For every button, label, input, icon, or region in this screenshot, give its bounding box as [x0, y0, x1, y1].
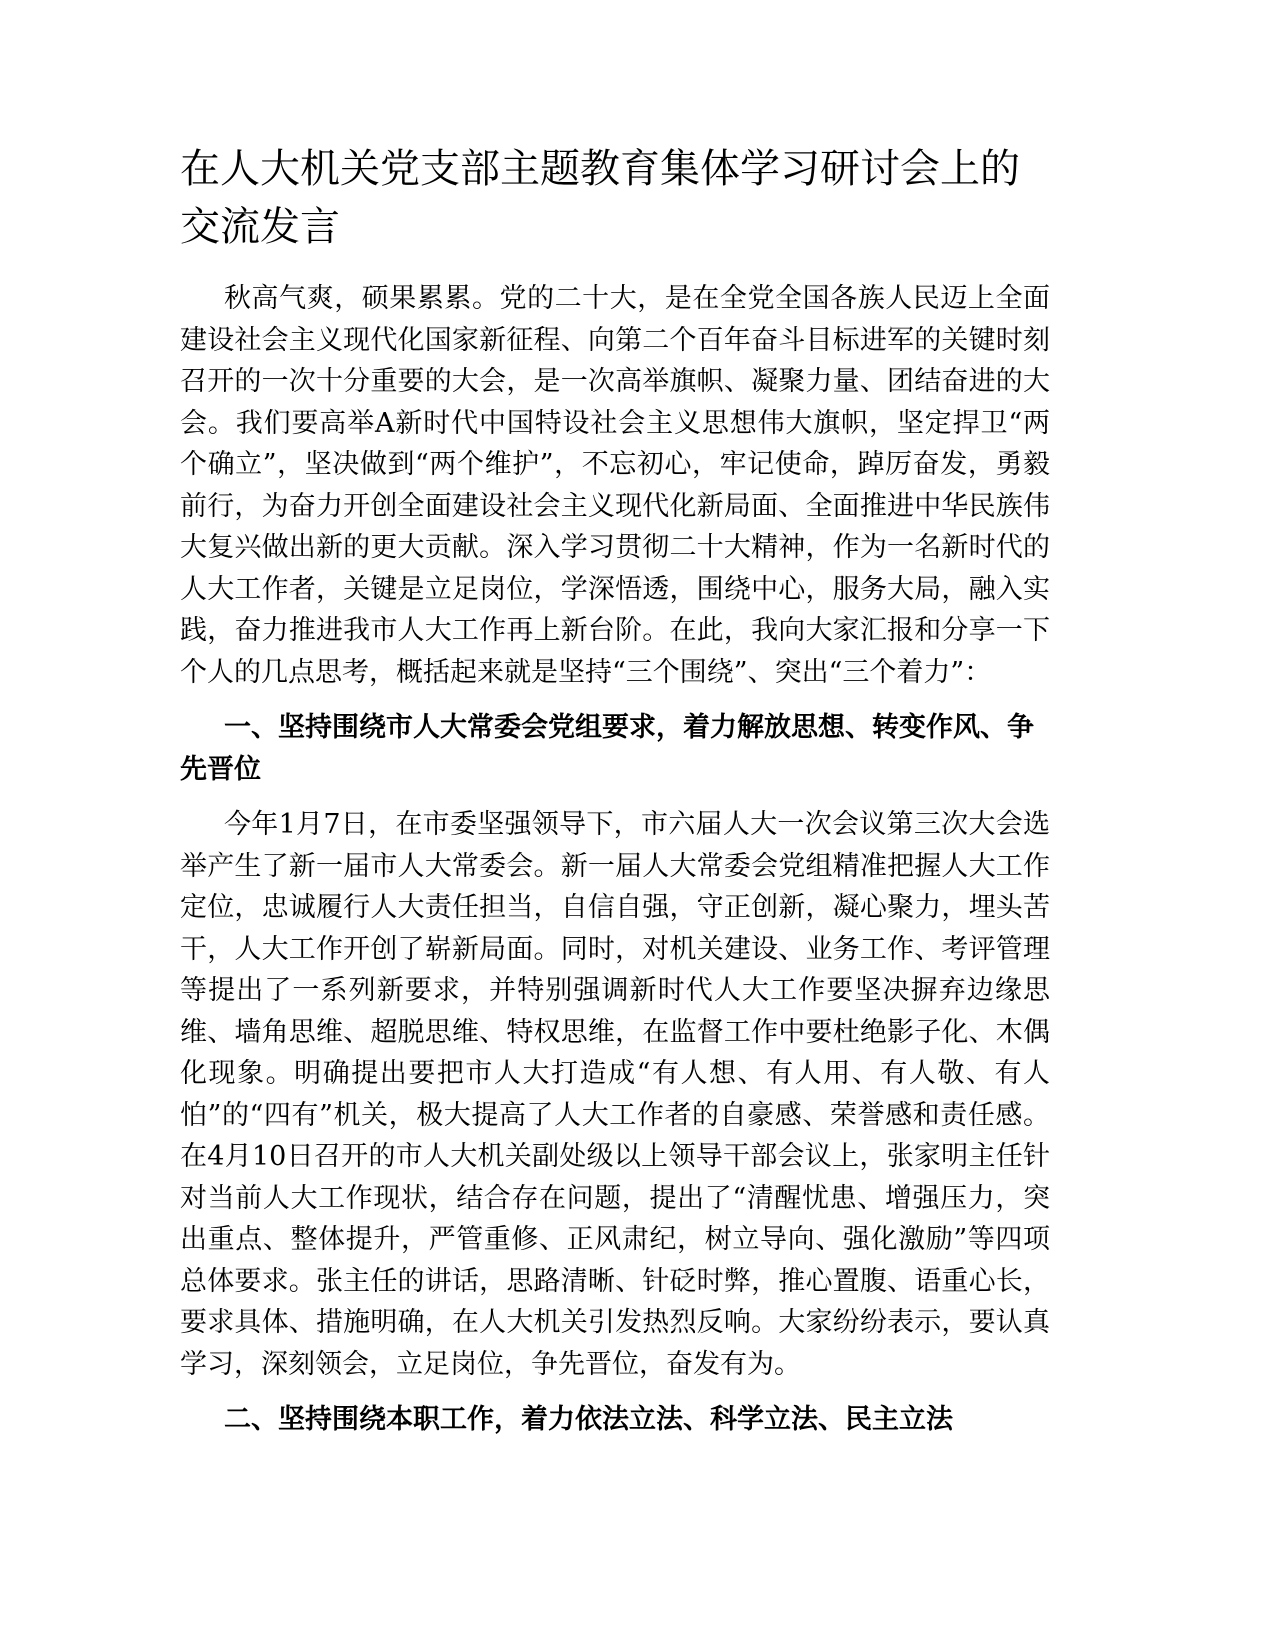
- section-heading-1: 一、坚持围绕市人大常委会党组要求，着力解放思想、转变作风、争先晋位: [180, 712, 1034, 785]
- section-heading-2: 二、坚持围绕本职工作，着力依法立法、科学立法、民主立法: [224, 1404, 953, 1435]
- document-title: 在人大机关党支部主题教育集体学习研讨会上的交流发言: [180, 146, 1020, 250]
- section-1-paragraph: 今年1月7日，在市委坚强领导下，市六届人大一次会议第三次大会选举产生了新一届市人大常委会。新一届人大常委会党组精准把握人大工作定位，忠诚履行人大责任担当，自信自强，守正创新，凝心聚力，埋头苦干，人大工作开创了崭新局面。同时，对机关建设、业务工作、考评管理等提出了一系列新要求，并特别强调新时代人大工作要坚决摒弃边缘思维、墙角思维、超脱思维、特权思维，在监督工作中要杜绝影子化、木偶化现象。明确提出要把市人大打造成“有人想、有人用、有人敬、有人怕”的“四有”机关，极大提高了人大工作者的自豪感、荣誉感和责任感。在4月10日召开的市人大机关副处级以上领导干部会议上，张家明主任针对当前人大工作现状，结合存在问题，提出了“清醒忧患、增强压力，突出重点、整体提升，严管重修、正风肃纪，树立导向、强化激励”等四项总体要求。张主任的讲话，思路清晰、针砭时弊，推心置腹、语重心长，要求具体、措施明确，在人大机关引发热烈反响。大家纷纷表示，要认真学习，深刻领会，立足岗位，争先晋位，奋发有为。: [180, 809, 1050, 1380]
- document-page: [180, 140, 1050, 1455]
- intro-paragraph: 秋高气爽，硕果累累。党的二十大，是在全党全国各族人民迈上全面建设社会主义现代化国家新征程、向第二个百年奋斗目标进军的关键时刻召开的一次十分重要的大会，是一次高举旗帜、凝聚力量、团结奋进的大会。我们要高举A新时代中国特设社会主义思想伟大旗帜，坚定捍卫“两个确立”，坚决做到“两个维护”，不忘初心，牢记使命，踔厉奋发，勇毅前行，为奋力开创全面建设社会主义现代化新局面、全面推进中华民族伟大复兴做出新的更大贡献。深入学习贯彻二十大精神，作为一名新时代的人大工作者，关键是立足岗位，学深悟透，围绕中心，服务大局，融入实践，奋力推进我市人大工作再上新台阶。在此，我向大家汇报和分享一下个人的几点思考，概括起来就是坚持“三个围绕”、突出“三个着力”：: [180, 283, 1050, 688]
